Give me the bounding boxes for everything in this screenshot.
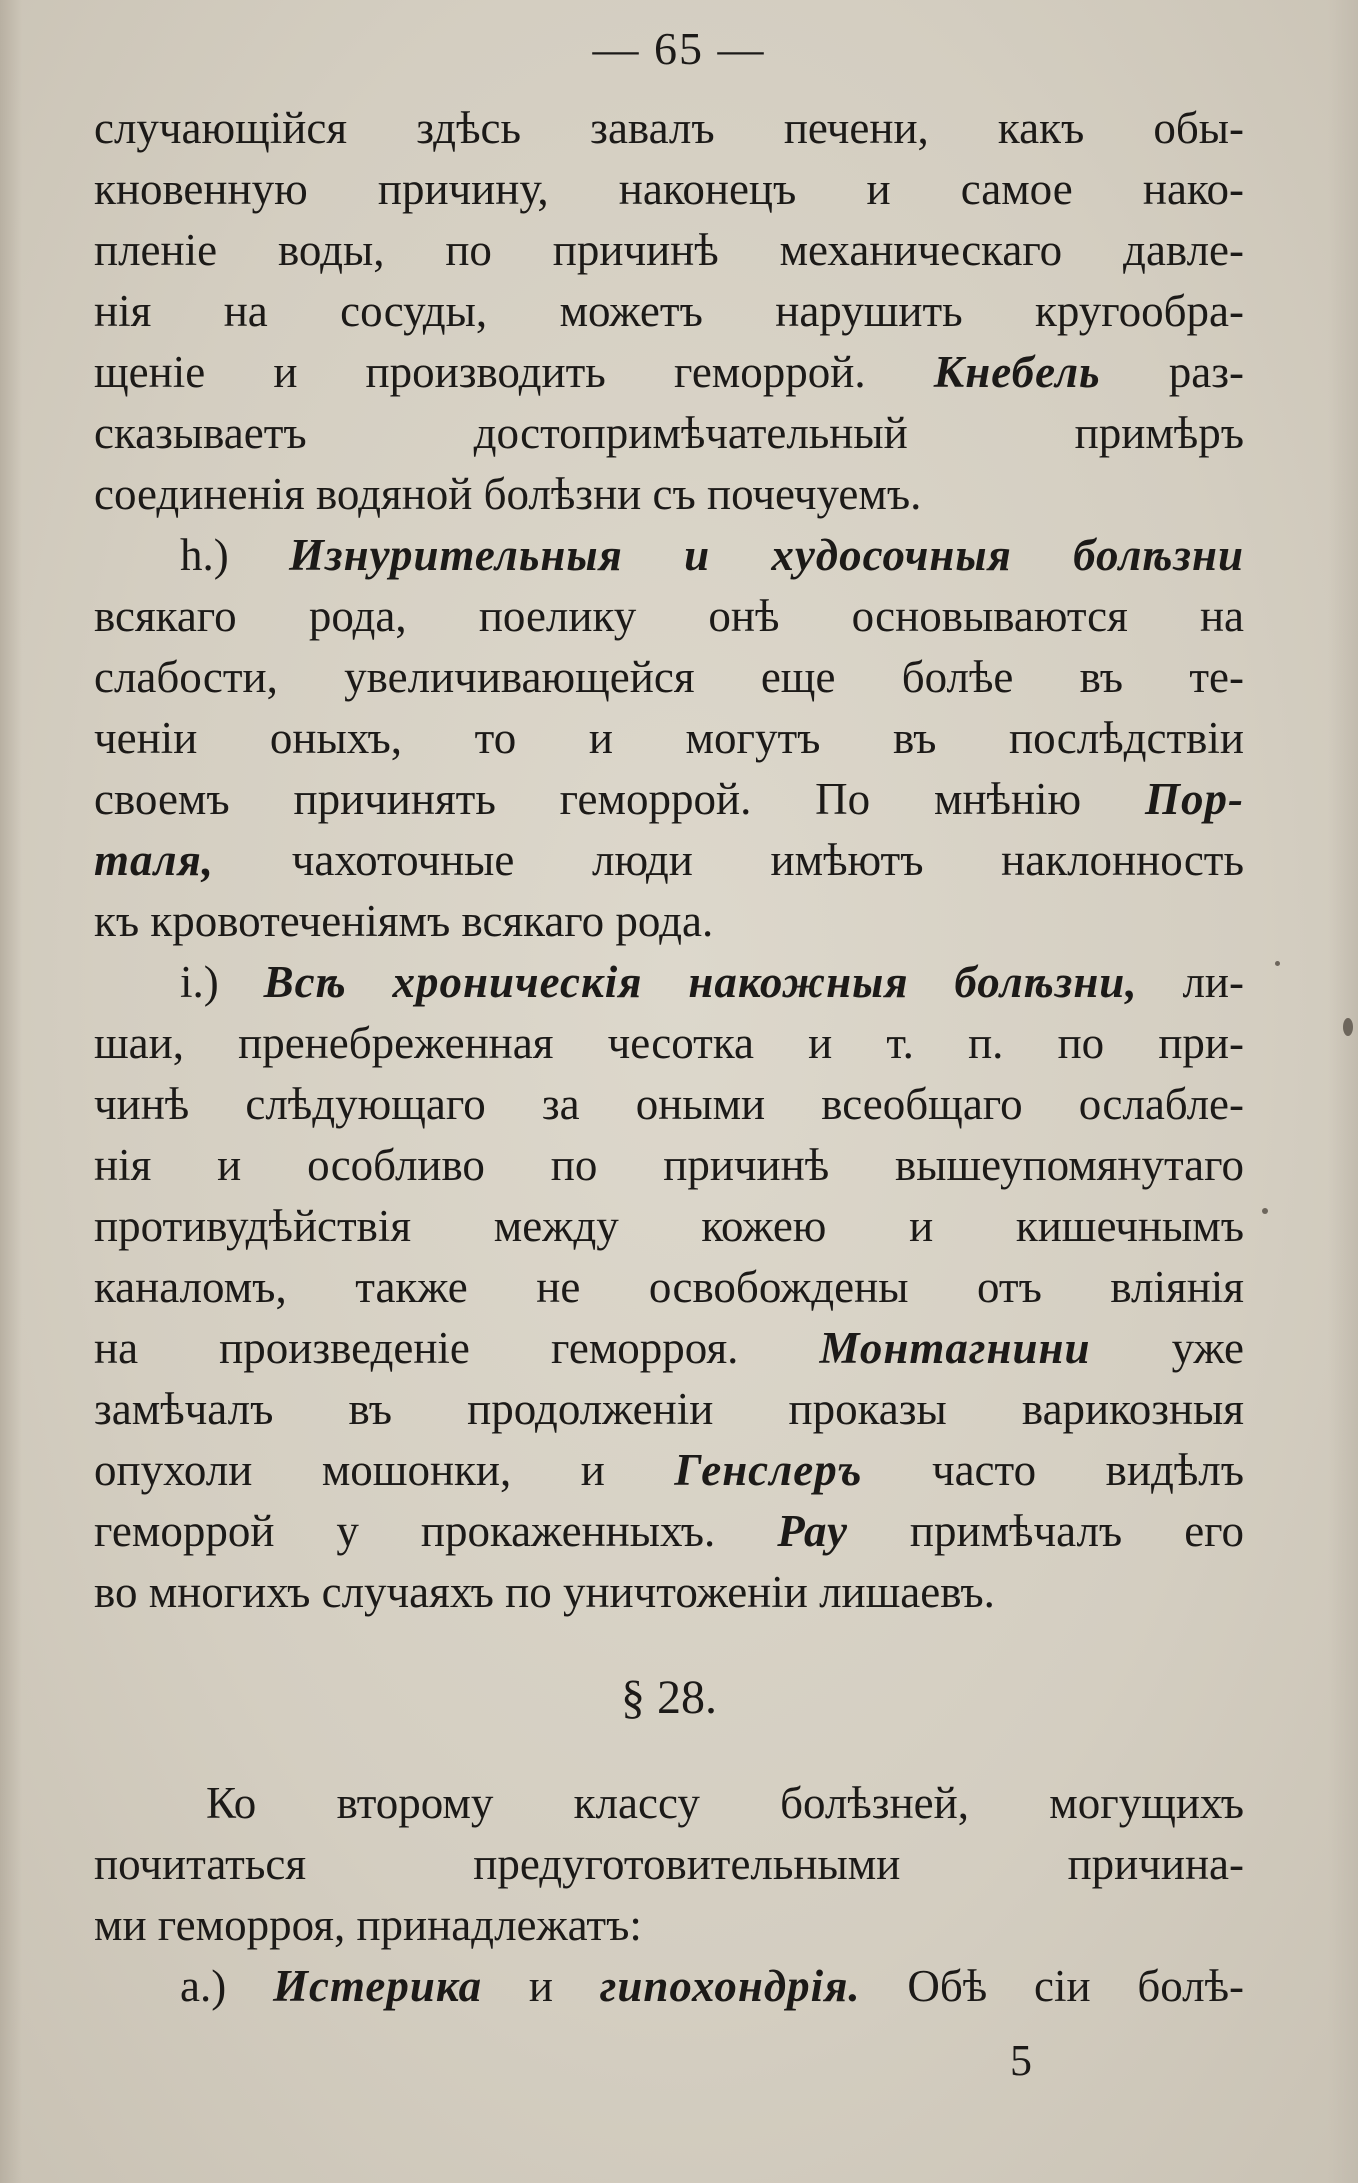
text-fragment: ли- — [1182, 957, 1244, 1007]
author-name: Монтагнини — [819, 1323, 1091, 1373]
text-line: кновенную причину, наконецъ и самое нако- — [94, 164, 1244, 214]
item-title: гипохондрія. — [599, 1961, 861, 2011]
text-fragment: опухоли мошонки, и — [94, 1445, 605, 1495]
text-line: шаи, пренебреженная чесотка и т. п. по при- — [94, 1018, 1244, 1068]
page-body — [94, 98, 1244, 2017]
text-fragment: часто видѣлъ — [931, 1445, 1245, 1495]
text-line: слабости, увеличивающейся еще болѣе въ те- — [94, 652, 1244, 702]
text-fragment: и — [528, 1961, 553, 2011]
text-line: пленіе воды, по причинѣ механическаго давле- — [94, 225, 1244, 275]
item-marker: i.) — [180, 957, 219, 1007]
text-line: нія на сосуды, можетъ нарушить кругообра- — [94, 286, 1244, 336]
text-fragment: уже — [1171, 1323, 1245, 1373]
text-line: каналомъ, также не освобождены отъ вліянія — [94, 1262, 1244, 1312]
text-line: во многихъ случаяхъ по уничтоженіи лишаевъ. — [94, 1567, 995, 1617]
paper-speck — [1262, 1208, 1268, 1214]
text-line: замѣчалъ въ продолженіи проказы варикозныя — [94, 1384, 1244, 1434]
text-line — [94, 1318, 1244, 1379]
text-line: соединенія водяной болѣзни съ почечуемъ. — [94, 469, 922, 519]
paper-speck — [1275, 961, 1280, 966]
text-line: нія и особливо по причинѣ вышеупомянутаго — [94, 1140, 1244, 1190]
text-line: всякаго рода, поелику онѣ основываются на — [94, 591, 1244, 641]
text-line: случающійся здѣсь завалъ печени, какъ обы- — [94, 103, 1244, 153]
section-heading: § 28. — [621, 1671, 717, 1724]
text-fragment: раз- — [1168, 347, 1245, 397]
text-line: сказываетъ достопримѣчательный примѣръ — [94, 408, 1244, 458]
item-title: Всѣ хроническія накожныя болѣзни, — [263, 957, 1138, 1007]
author-name: Пор- — [1145, 774, 1244, 824]
text-fragment: своемъ причинять геморрой. По мнѣнію — [94, 774, 1082, 824]
text-line — [94, 1440, 1244, 1501]
item-a-heading — [94, 1956, 1244, 2017]
text-line: ченіи оныхъ, то и могутъ въ послѣдствіи — [94, 713, 1244, 763]
text-fragment: щеніе и производить геморрой. — [94, 347, 866, 397]
text-fragment: чахоточные люди имѣютъ наклонность — [291, 835, 1244, 885]
text-fragment: примѣчалъ его — [909, 1506, 1244, 1556]
item-marker: а.) — [180, 1961, 227, 2011]
item-i-heading — [94, 952, 1244, 1013]
text-line: чинѣ слѣдующаго за оными всеобщаго ослабле- — [94, 1079, 1244, 1129]
author-name: Кнебель — [933, 347, 1101, 397]
text-fragment: на произведеніе геморроя. — [94, 1323, 739, 1373]
text-fragment: Обѣ сіи болѣ- — [907, 1961, 1245, 2011]
text-line: къ кровотеченіямъ всякаго рода. — [94, 896, 714, 946]
text-line — [94, 769, 1244, 830]
item-title: Истерика — [273, 1961, 483, 2011]
signature-mark: 5 — [1010, 2036, 1032, 2085]
text-line — [94, 342, 1244, 403]
item-h-heading — [94, 525, 1244, 586]
author-name: Генслеръ — [674, 1445, 863, 1495]
text-fragment: геморрой у прокаженныхъ. — [94, 1506, 716, 1556]
text-line: почитаться предуготовительными причина- — [94, 1839, 1244, 1889]
text-line: противудѣйствія между кожею и кишечнымъ — [94, 1201, 1244, 1251]
paper-speck — [1343, 1018, 1353, 1036]
page-number-header: — 65 — — [592, 23, 766, 74]
text-line — [94, 1501, 1244, 1562]
text-line: Ко второму классу болѣзней, могущихъ — [206, 1778, 1244, 1828]
author-name: Рау — [777, 1506, 848, 1556]
author-name: таля, — [94, 835, 215, 885]
text-line: ми геморроя, принадлежатъ: — [94, 1900, 642, 1950]
item-marker: h.) — [180, 530, 229, 580]
scan-shadow-left — [0, 0, 22, 2183]
item-title: Изнурительныя и худосочныя болѣзни — [289, 530, 1244, 580]
text-line — [94, 830, 1244, 891]
scan-shadow-right — [1328, 0, 1358, 2183]
